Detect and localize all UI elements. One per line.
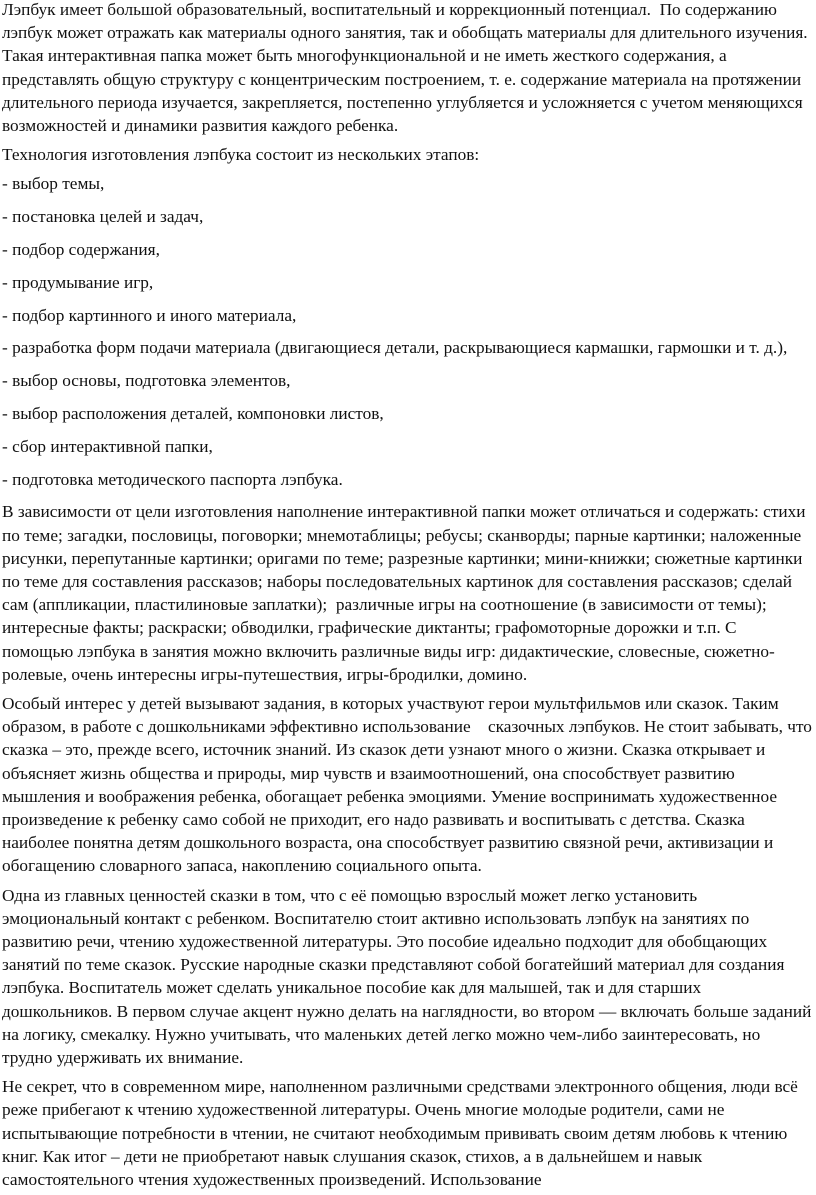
list-item: - выбор расположения деталей, компоновки листов, xyxy=(2,404,384,423)
stages-heading: Технология изготовления лэпбука состоит из нескольких этапов: xyxy=(2,145,480,165)
list-item: - подбор картинного и иного материала, xyxy=(2,305,297,325)
list-item: - подготовка методического паспорта лэпбука. xyxy=(2,469,343,489)
list-item: - сбор интерактивной папки, xyxy=(2,436,213,456)
list-item: - постановка целей и задач, xyxy=(2,207,204,227)
modern-paragraph: Не секрет, что в современном мире, наполненном различными средствами электронного общения, люди всё реже прибегают к чтению художественной литературы. Очень многие молодые родители, сами не испытывающие потребности в чтении, не считают необходимым прививать своим детям любовь к чтению книг. Как итог – дети не приобретают навык слушания сказок, стихов, а в дальнейшем и навык самостоятельного чтения художественных произведений. Использование xyxy=(2,1077,803,1190)
fairytales-paragraph: Особый интерес у детей вызывают задания, в которых участвуют герои мультфильмов или сказок. Таким образом, в работе с дошкольниками эффективно использование сказочных лэпбуков. Не стоит забывать, что сказка – это, прежде всего, источник знаний. Из сказок дети узнают много о жизни. Сказка открывает и объясняет жизнь общества и природы, мир чувств и взаимоотношений, она способствует развитию мышления и воображения ребенка, обогащает ребенка эмоциями. Умение воспринимать художественное произведение к ребенку само собой не приходит, его надо развивать и воспитывать с детства. Сказка наиболее понятна детям дошкольного возраста, она способствует развитию связной речи, активизации и обогащению словарного запаса, накоплению социального опыта. xyxy=(2,694,816,876)
list-item: - разработка форм подачи материала (двигающиеся детали, раскрывающиеся кармашки, гармошки и т. д.), xyxy=(2,338,788,358)
list-item: - продумывание игр, xyxy=(2,272,154,292)
list-item: - выбор темы, xyxy=(2,174,105,194)
list-item: - подбор содержания, xyxy=(2,240,160,260)
stages-list xyxy=(2,172,812,490)
list-item: - выбор основы, подготовка элементов, xyxy=(2,371,291,391)
intro-paragraph: Лэпбук имеет большой образовательный, воспитательный и коррекционный потенциал. По содержанию лэпбук может отражать как материалы одного занятия, так и обобщать материалы для длительного изучения. Такая интерактивная папка может быть многофункциональной и не иметь жесткого содержания, а представлять общую структуру с концентрическим построением, т. е. содержание материала на протяжении длительного периода изучается, закрепляется, постепенно углубляется и усложняется с учетом меняющихся возможностей и динамики развития каждого ребенка. xyxy=(2,0,812,136)
value-paragraph: Одна из главных ценностей сказки в том, что с её помощью взрослый может легко установить эмоциональный контакт с ребенком. Воспитателю стоит активно использовать лэпбук на занятиях по развитию речи, чтению художественной литературы. Это пособие идеально подходит для обобщающих занятий по теме сказок. Русские народные сказки представляют собой богатейший материал для создания лэпбука. Воспитатель может сделать уникальное пособие как для малышей, так и для старших дошкольников. В первом случае акцент нужно делать на наглядности, во втором — включать больше заданий на логику, смекалку. Нужно учитывать, что маленьких детей легко можно чем-либо заинтересовать, но трудно удерживать их внимание. xyxy=(2,885,816,1068)
content-paragraph: В зависимости от цели изготовления наполнение интерактивной папки может отличаться и содержать: стихи по теме; загадки, пословицы, поговорки; мнемотаблицы; ребусы; сканворды; парные картинки; наложенные рисунки, перепутанные картинки; оригами по теме; разрезные картинки; мини-книжки; сюжетные картинки по теме для составления рассказов; наборы последовательных картинок для составления рассказов; сделай сам (аппликации, пластилиновые заплатки); различные игры на соотношение (в зависимости от темы); интересные факты; раскраски; обводилки, графические диктанты; графомоторные дорожки и т.п. С помощью лэпбука в занятия можно включить различные виды игр: дидактические, словесные, сюжетно-ролевые, очень интересны игры-путешествия, игры-бродилки, домино. xyxy=(2,502,810,684)
